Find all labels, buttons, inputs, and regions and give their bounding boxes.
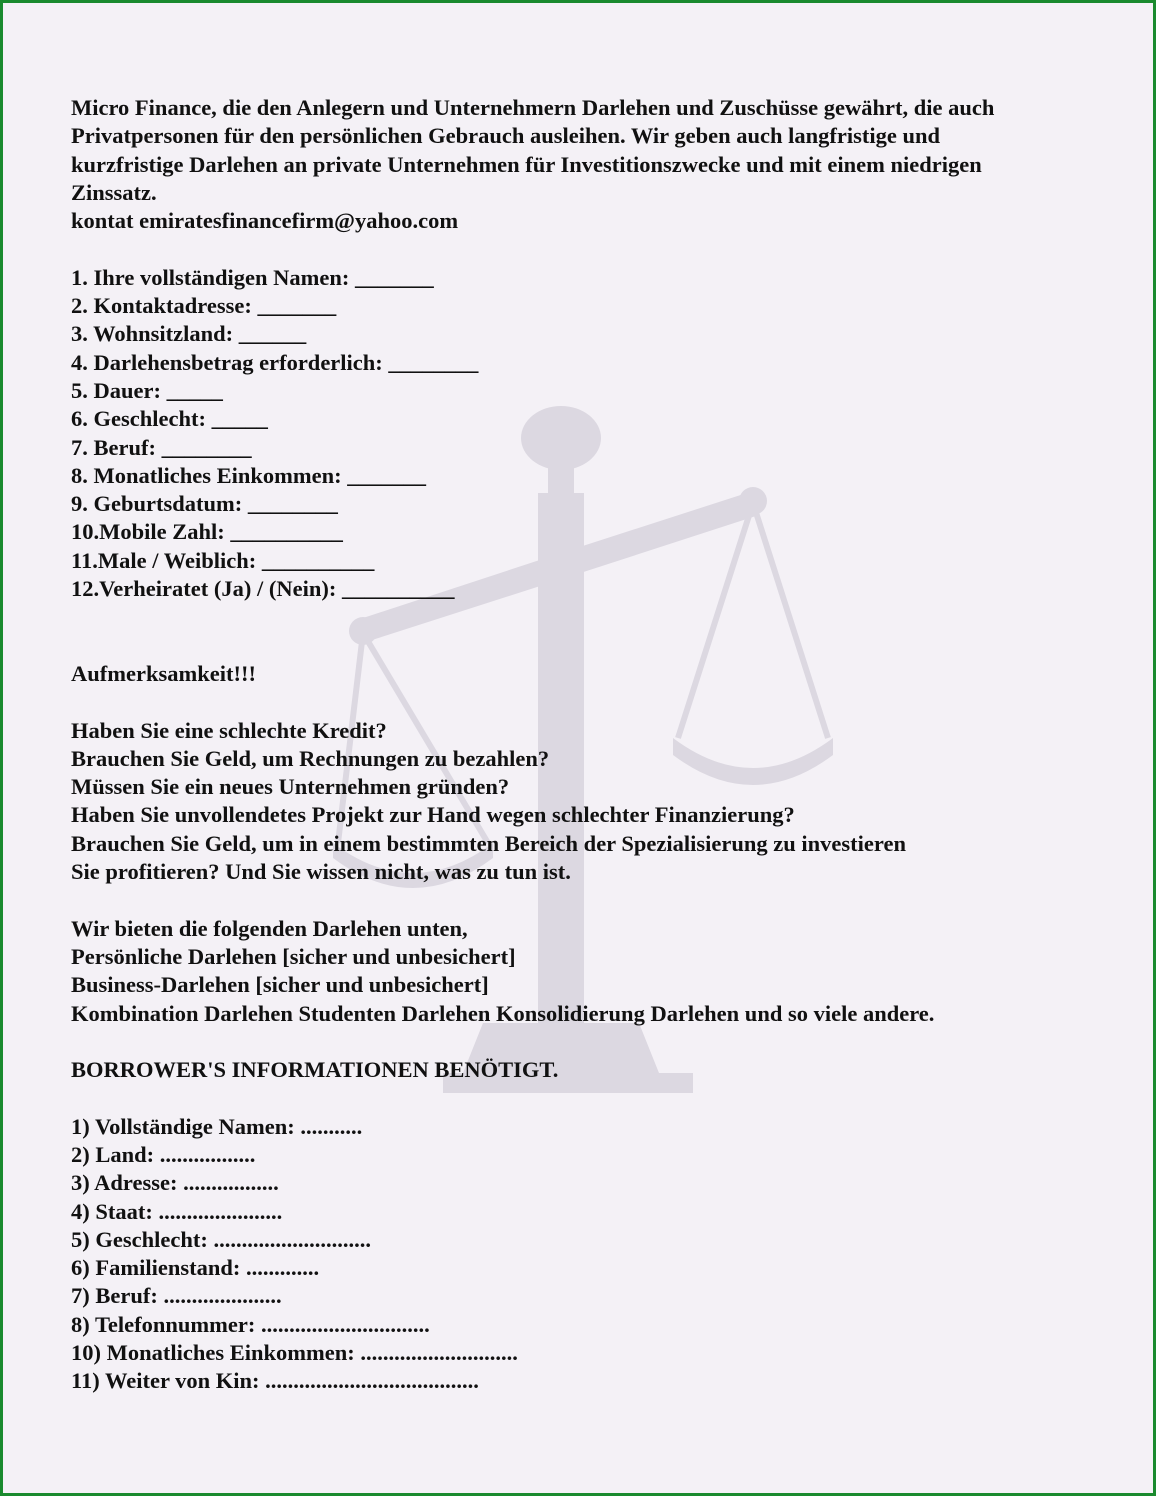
borrower-field-line: 8) Telefonnummer: .............................. [71, 1311, 430, 1337]
question-line: Haben Sie eine schlechte Kredit? [71, 717, 387, 743]
question-line: Brauchen Sie Geld, um Rechnungen zu bezahlen? [71, 745, 550, 771]
borrower-heading: BORROWER'S INFORMATIONEN BENÖTIGT. [71, 1057, 559, 1083]
offer-line: Wir bieten die folgenden Darlehen unten, [71, 915, 468, 941]
question-line: Haben Sie unvollendetes Projekt zur Hand wegen schlechter Finanzierung? [71, 802, 795, 828]
borrower-field-line: 1) Vollständige Namen: ........... [71, 1113, 363, 1139]
form-field-line: 1. Ihre vollständigen Namen: _______ [71, 264, 434, 290]
borrower-field-line: 5) Geschlecht: ............................ [71, 1226, 371, 1252]
offer-line: Persönliche Darlehen [sicher und unbesichert] [71, 943, 516, 969]
borrower-field-line: 6) Familienstand: ............. [71, 1255, 320, 1281]
document-body [71, 94, 1111, 1396]
borrower-field-line: 11) Weiter von Kin: ...................................... [71, 1368, 479, 1394]
attention-heading: Aufmerksamkeit!!! [71, 660, 256, 686]
question-line: Sie profitieren? Und Sie wissen nicht, was zu tun ist. [71, 859, 571, 885]
form-field-line: 5. Dauer: _____ [71, 377, 223, 403]
form-field-line: 10.Mobile Zahl: __________ [71, 519, 343, 545]
form-field-line: 7. Beruf: ________ [71, 434, 252, 460]
intro-line: Micro Finance, die den Anlegern und Unternehmern Darlehen und Zuschüsse gewährt, die auch [71, 95, 995, 120]
intro-line: Privatpersonen für den persönlichen Gebrauch ausleihen. Wir geben auch langfristige und [71, 123, 941, 149]
question-line: Brauchen Sie Geld, um in einem bestimmten Bereich der Spezialisierung zu investieren [71, 830, 906, 856]
form-field-line: 4. Darlehensbetrag erforderlich: ________ [71, 349, 479, 375]
form-field-line: 11.Male / Weiblich: __________ [71, 547, 375, 573]
form-field-line: 12.Verheiratet (Ja) / (Nein): __________ [71, 576, 455, 602]
form-field-line: 6. Geschlecht: _____ [71, 406, 268, 432]
spacer [71, 603, 1111, 660]
form-field-line: 8. Monatliches Einkommen: _______ [71, 462, 427, 488]
offer-line: Kombination Darlehen Studenten Darlehen Konsolidierung Darlehen und so viele andere. [71, 1000, 935, 1026]
borrower-field-line: 4) Staat: ...................... [71, 1198, 283, 1224]
spacer [71, 1084, 1111, 1112]
spacer [71, 235, 1111, 263]
form-field-line: 3. Wohnsitzland: ______ [71, 321, 307, 347]
intro-line: kurzfristige Darlehen an private Unternehmen für Investitionszwecke und mit einem niedrigen [71, 151, 982, 177]
spacer [71, 886, 1111, 914]
offer-line: Business-Darlehen [sicher und unbesichert] [71, 972, 489, 998]
contact-email: kontat emiratesfinancefirm@yahoo.com [71, 208, 459, 234]
form-field-line: 2. Kontaktadresse: _______ [71, 293, 337, 319]
spacer [71, 688, 1111, 716]
borrower-field-line: 3) Adresse: ................. [71, 1170, 279, 1196]
borrower-field-line: 10) Monatliches Einkommen: ............................ [71, 1340, 518, 1366]
form-field-line: 9. Geburtsdatum: ________ [71, 491, 338, 517]
borrower-field-line: 2) Land: ................. [71, 1141, 256, 1167]
intro-line: Zinssatz. [71, 179, 157, 205]
spacer [71, 1028, 1111, 1056]
question-line: Müssen Sie ein neues Unternehmen gründen? [71, 774, 510, 800]
borrower-field-line: 7) Beruf: ..................... [71, 1283, 282, 1309]
